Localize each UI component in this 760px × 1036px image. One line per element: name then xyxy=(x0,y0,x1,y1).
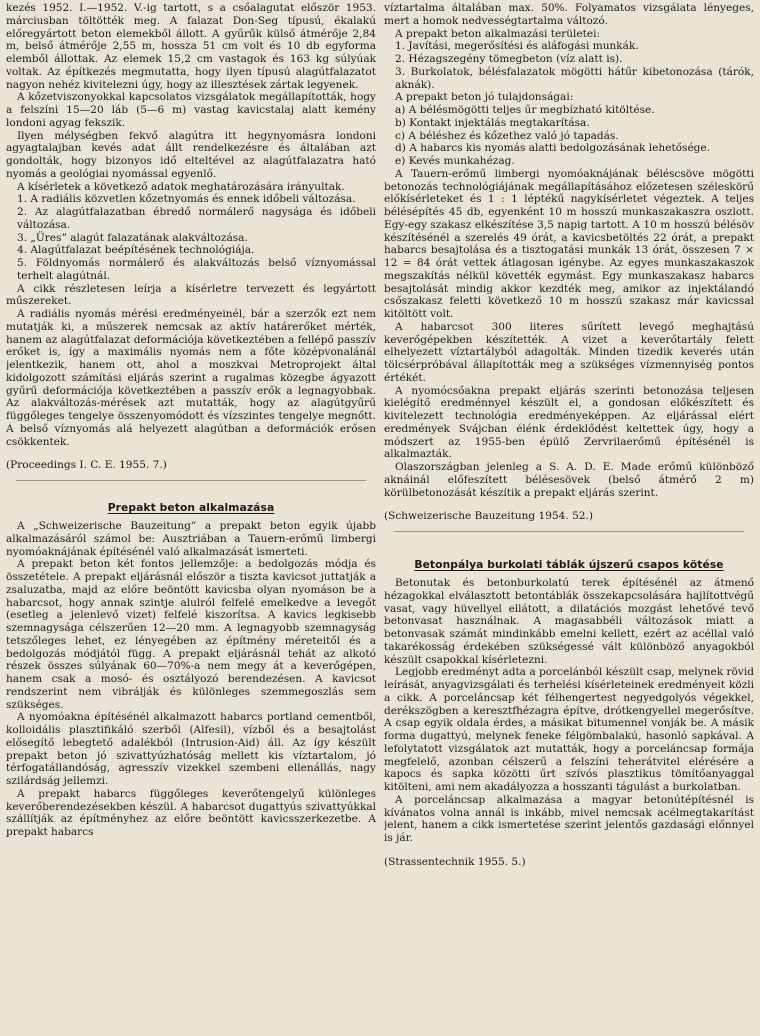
right-column xyxy=(384,2,754,1036)
list-item: 3. „Üres” alagút falazatának alakváltozása. xyxy=(17,231,248,244)
source-citation: (Strassentechnik 1955. 5.) xyxy=(384,855,526,868)
source-citation: (Schweizerische Bauzeitung 1954. 52.) xyxy=(384,510,593,523)
list-item: d) A habarcs kis nyomás alatti bedolgozásának lehetősége. xyxy=(395,142,711,155)
list-item: e) Kevés munkahézag. xyxy=(395,155,515,167)
list-item: b) Kontakt injektálás megtakarítása. xyxy=(395,116,590,129)
paragraph: A prepakt beton két fontos jellemzője: a bedolgozás módja és összetétele. A prepakt eljárásnál először a tiszta kavicsot juttatják a zsaluzatba, majd az előre beöntött kavicsba olyan nyomáson be a habarcsot, hogy annak szintje alulról felfelé emelkedve a levegőt (esetleg a jelenlevő vizet) felfelé kiszorítsa. A kavics legkisebb szemnagysága célszerűen 12—20 mm. A legnagyobb szemnagyság tetszőleges lehet, ez lényegében az építmény méreteitől és a bedolgozás módjától függ. A prepakt eljárásnál tehát az alkotó részek összes súlyának 60—70%-a nem megy át a keverőgépen, hanem csak a mosó- és osztályozó berendezésen. A kavicsot rendszerint nem vibrálják és különleges szemmegoszlás sem szükséges. xyxy=(6,558,376,711)
section-divider xyxy=(16,480,366,481)
paragraph: Legjobb eredményt adta a porcelánból készült csap, melynek rövid leírását, anyagvizsgálati és terhelési kísérleteinek eredményeit közli a cikk. A porceláncsap két félhengertest negyedgolyós végekkel, derékszögben a keresztfhézagra építve, drótkengyellel megerősítve. A csap egyik oldala érdes, a másikat bitumennel vonják be. A másik forma dugattyú, melynek feneke félgömbalakú, hasonló sapkával. A lefolytatott vizsgálatok azt mutatták, hogy a porceláncsap formája megfelelő, azonban célszerű a felszíni teherátvitel elérésére a kapocs és sapka közötti űrt szívós plasztikus tömítőanyaggal kitölteni, ami nem akadályozza a hosszanti tágulást a burkolatban. xyxy=(384,666,754,793)
list-item: 5. Földnyomás normálerő és alakváltozás belső víznyomással terhelt alagútnál. xyxy=(17,257,376,282)
list-item: 2. Az alagútfalazatban ébredő normálerő nagysága és időbeli változása. xyxy=(17,206,376,231)
section-divider xyxy=(394,531,744,532)
section-heading: Betonpálya burkolati táblák újszerű csapos kötése xyxy=(414,558,724,571)
paragraph: víztartalma általában max. 50%. Folyamatos vizsgálata lényeges, mert a homok nedvességtartalma változó. xyxy=(384,2,754,27)
paragraph: A porceláncsap alkalmazása a magyar betonútépítésnél is kívánatos volna annál is inkább, mivel nemcsak acélmegtakarítást jelent, hanem a cikk ismertetése szerint jelentős gazdasági előnnyel is jár. xyxy=(384,793,754,844)
paragraph: A prepakt beton alkalmazási területei: xyxy=(395,27,601,40)
paragraph: A habarcsot 300 literes sűrített levegő meghajtású keverőgépekben készítették. A vizet a keverőtartály felett elhelyezett víztartályból adagolták. Minden tizedik keverés után tölcsérpróbával állapították meg a szükséges vízmennyiség pontos értékét. xyxy=(384,320,754,384)
list-item: a) A bélésmögötti teljes űr megbízható kitöltése. xyxy=(395,104,655,116)
paragraph: A Tauern-erőmű limbergi nyomóaknájának béléscsöve mögötti betonozás technológiájának megállapításához előzetesen széleskörű előkísérleteket és 1 : 1 léptékű nagykísérletet végeztek. A teljes bélésépítés 45 db, egyenként 10 m hosszú munkaszakaszra oszlott. Egy-egy szakasz elkészítése 3,5 napig tartott. A 10 m hosszú bélésöv készítésénél a szerelés 49 órát, a kavicsbetöltés 22 órát, a prepakt habarcs besajtolása és a tisztogatási munkák 13 órát, összesen 7 × 12 = 84 órát vettek átlagosan igénybe. Az egyes munkaszakaszok megszakítás nélkül követték egymást. Egy munkaszakasz habarcs besajtolását mindig akkor kezdték meg, amikor az injektálandó csőszakasz feletti következő 10 m hosszú szakasz már kavicssal kitöltött volt. xyxy=(384,167,754,320)
source-citation: (Proceedings I. C. E. 1955. 7.) xyxy=(6,459,167,472)
paragraph: kezés 1952. I.—1952. V.-ig tartott, s a csőalagutat először 1953. márciusban töltötték meg. A falazat Don-Seg típusú, ékalakú előregyártott beton elemekből állott. A gyűrűk külső átmérője 2,84 m, belső átmérője 2,55 m, hossza 51 cm volt és 10 db egyforma elemből állottak. Az elemek 15,2 cm vastagok és 163 kg súlyúak voltak. Az építkezés megmutatta, hogy ilyen típusú alagútfalazatot nagyon nehéz kivitelezni úgy, hogy az illesztések zártak legyenek. xyxy=(6,2,376,91)
section-heading: Prepakt beton alkalmazása xyxy=(107,501,275,514)
paragraph: Ilyen mélységben fekvő alagútra itt hegynyomásra londoni agyagtalajban kevés adat állt rendelkezésre és általában azt gondolták, hogy bizonyos idő elteltével az alagútfalazatra ható nyomás a geológiai nyomással egyenlő. xyxy=(6,129,376,180)
paragraph: Olaszországban jelenleg a S. A. D. E. Made erőmű különböző aknáinál előfeszített bélésesövek (belső átmérő 2 m) körülbetonozását készítik a prepakt eljárás szerint. xyxy=(384,461,754,499)
paragraph: A prepakt habarcs függőleges keverőtengelyű különleges keverőberendezésekben készül. A habarcsot dugattyús szivattyúkkal szállítják az építményhez az előre beöntött kavicsszerkezetbe. A prepakt habarcs xyxy=(6,787,376,838)
paragraph: Betonutak és betonburkolatú terek építésénél az átmenő hézagokkal elválasztott betontáblák összekapcsolására hajlítottvégű vasat, vagy hüvellyel ellátott, a dilatációs mozgást lehetővé tevő betonvasat használnak. A magasabbéli változások miatt a betonvasak számát mindinkább emelni kellett, ezért az acéllal való takarékosság érdekében szükségessé vált különböző anyagokból készült csapokkal kísérletezni. xyxy=(384,577,754,666)
paragraph: A cikk részletesen leírja a kísérletre tervezett és legyártott műszereket. xyxy=(6,282,376,308)
paragraph: A kísérletek a következő adatok meghatározására irányultak. xyxy=(17,180,345,193)
paragraph: A prepakt beton jó tulajdonságai: xyxy=(395,91,574,104)
list-item: 1. A radiális közvetlen kőzetnyomás és ennek időbeli változása. xyxy=(17,193,356,206)
paragraph: A radiális nyomás mérési eredményeinél, bár a szerzők ezt nem mutatják ki, a műszerek nemcsak az aktív határerőket mérték, hanem az alagútfalazat deformációja következtében a fellépő passzív erőket is, így a maximális nyomás nem a főte középvonalánál jelentkezik, hanem ott, ahol a moszkvai Metroprojekt által kidolgozott számítási eljárás szerint a rugalmas közegbe ágyazott gyűrű deformációja következtében a passzív erők a legnagyobbak. Az alakváltozás-mérések azt mutatták, hogy az alagútgyűrű függőleges tengelye összenyomódott és vízszintes tengelye megnőtt. A belső víznyomás alá helyezett alagútban a deformációk erősen csökkentek. xyxy=(6,308,376,448)
paragraph: A „Schweizerische Bauzeitung” a prepakt beton egyik újabb alkalmazásáról számol be: Ausztriában a Tauern-erőmű limbergi nyomóaknájának építésénél való alkalmazását ismerteti. xyxy=(6,520,376,558)
paragraph: A kőzetviszonyokkal kapcsolatos vizsgálatok megállapították, hogy a felszíni 15—20 láb (5—6 m) vastag kavicstalaj alatt kemény londoni agyag fekszik. xyxy=(6,91,376,129)
list-item: c) A béléshez és kőzethez való jó tapadás. xyxy=(395,129,619,142)
list-item: 4. Alagútfalazat beépítésének technológiája. xyxy=(17,244,255,257)
list-item: 1. Javítási, megerősítési és aláfogási munkák. xyxy=(395,40,639,53)
left-column xyxy=(6,2,376,1036)
list-item: 2. Hézagszegény tömegbeton (víz alatt is). xyxy=(395,53,623,65)
paragraph: A nyomóakna építésénél alkalmazott habarcs portland cementből, kolloidális plasztifikáló szerből (Alfesil), vízből és a besajtolást elősegítő lebegtető adalékból (Intrusion-Aid) áll. Az így készült prepakt beton jó szivattyúzhatóság mellett kis víztartalom, jó térfogatállandóság, agresszív vizekkel szembeni ellenállás, nagy szilárdság jellemzi. xyxy=(6,711,376,787)
paragraph: A nyomócsőakna prepakt eljárás szerinti betonozása teljesen kielégítő eredménnyel készült el, a gondosan előkészített és kivitelezett technológia eredményeképpen. Az eljárással elért eredmények Svájcban élénk érdeklődést keltettek úgy, hogy a módszert az 1955-ben épülő Zervrilaerőmű építésénél is alkalmazták. xyxy=(384,384,754,461)
list-item: 3. Burkolatok, bélésfalazatok mögötti hátűr kibetonozása (tárók, aknák). xyxy=(395,65,754,91)
